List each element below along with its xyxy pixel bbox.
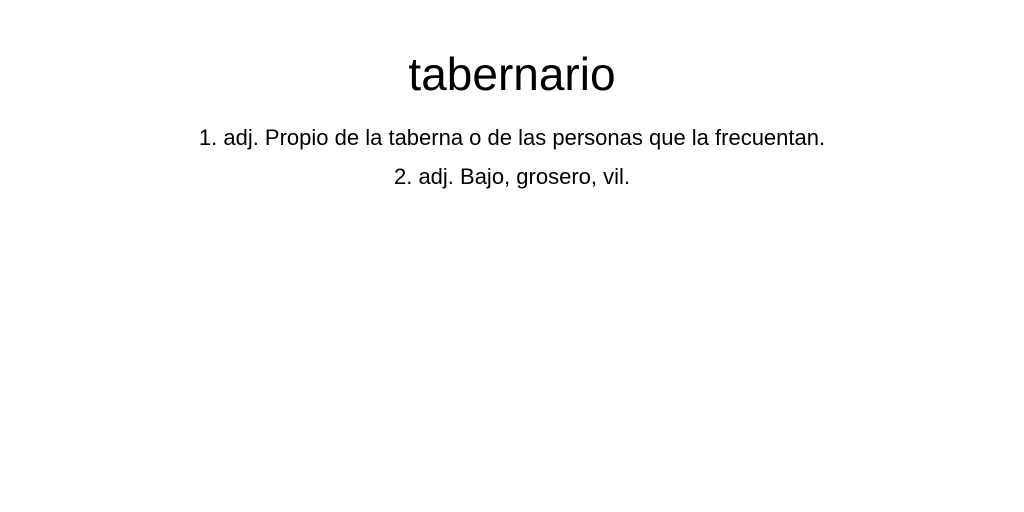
headword-title: tabernario <box>408 48 616 100</box>
definition-list <box>0 118 1024 196</box>
definition-item-1: 1. adj. Propio de la taberna o de las personas que la frecuentan. <box>198 125 826 150</box>
definition-item-2: 2. adj. Bajo, grosero, vil. <box>393 164 630 189</box>
